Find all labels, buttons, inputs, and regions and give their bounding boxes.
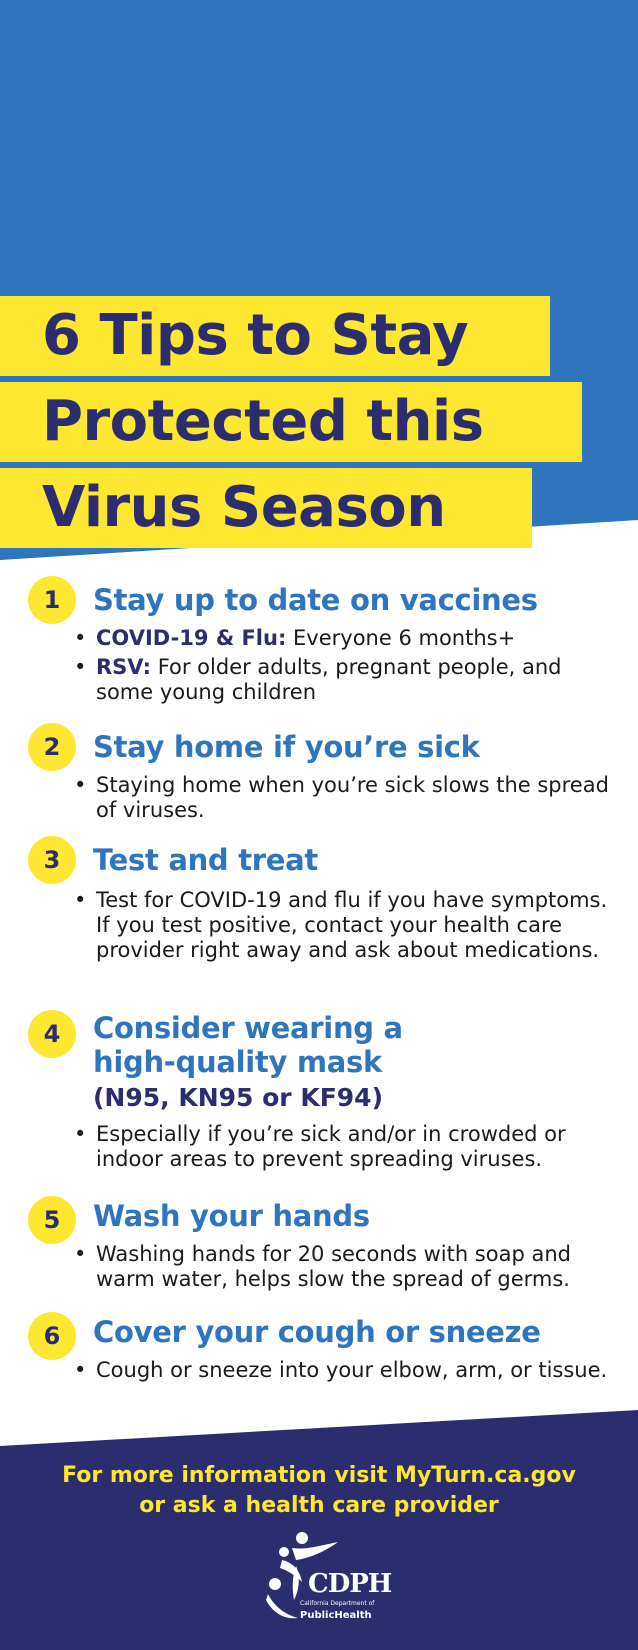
title-line-1: 6 Tips to Stay	[0, 296, 550, 376]
footer-info-line-2: or ask a health care provider	[139, 1493, 499, 1518]
title-line-3: Virus Season	[0, 468, 532, 548]
logo-wordmark: CDPH	[308, 1569, 392, 1599]
bullet-item: • Cough or sneeze into your elbow, arm, or tissue.	[72, 1358, 612, 1383]
bullet-item	[72, 626, 612, 651]
tip-subheading: (N95, KN95 or KF94)	[93, 1083, 384, 1112]
bullet-item: • Test for COVID-19 and flu if you have symptoms. If you test positive, contact your health care provider right away and ask about medications.	[72, 888, 612, 963]
tip-bullets	[72, 1122, 612, 1176]
logo-subtitle: California Department of	[300, 1600, 375, 1607]
tip-heading: Cover your cough or sneeze	[93, 1315, 541, 1349]
tip-bullets	[72, 888, 612, 967]
bullet-text: For older adults, pregnant people, and some young children	[96, 655, 562, 704]
tip-number-badge: 2	[28, 723, 76, 771]
cdph-logo	[262, 1526, 402, 1626]
tip-heading: Test and treat	[93, 843, 318, 877]
tip-heading-line-2: high-quality mask	[93, 1045, 382, 1079]
tip-bullets	[72, 1358, 612, 1387]
logo-subtitle-2: PublicHealth	[300, 1610, 372, 1621]
tip-bullets	[72, 626, 612, 709]
bullet-item	[72, 655, 612, 705]
bullet-item: • Especially if you’re sick and/or in crowded or indoor areas to prevent spreading viruses.	[72, 1122, 612, 1172]
tip-number-badge: 6	[28, 1312, 76, 1360]
tip-number-badge: 1	[28, 576, 76, 624]
tip-bullets	[72, 1242, 612, 1296]
bullet-item: • Staying home when you’re sick slows the spread of viruses.	[72, 773, 612, 823]
bullet-item: • Washing hands for 20 seconds with soap and warm water, helps slow the spread of germs.	[72, 1242, 612, 1292]
bullet-bold-label: COVID-19 & Flu:	[96, 626, 287, 650]
tip-heading: Stay home if you’re sick	[93, 730, 480, 764]
tip-number-badge: 4	[28, 1010, 76, 1058]
bullet-bold-label: RSV:	[96, 655, 152, 679]
tip-heading: Stay up to date on vaccines	[93, 583, 538, 617]
footer-info-line-1: For more information visit MyTurn.ca.gov	[62, 1463, 576, 1488]
tip-bullets	[72, 773, 612, 827]
tip-number-badge: 3	[28, 836, 76, 884]
tip-heading: Wash your hands	[93, 1199, 370, 1233]
title-line-2: Protected this	[0, 382, 582, 462]
bullet-text: Everyone 6 months+	[286, 626, 516, 650]
tip-heading-line-1: Consider wearing a	[93, 1011, 403, 1045]
tip-number-badge: 5	[28, 1196, 76, 1244]
